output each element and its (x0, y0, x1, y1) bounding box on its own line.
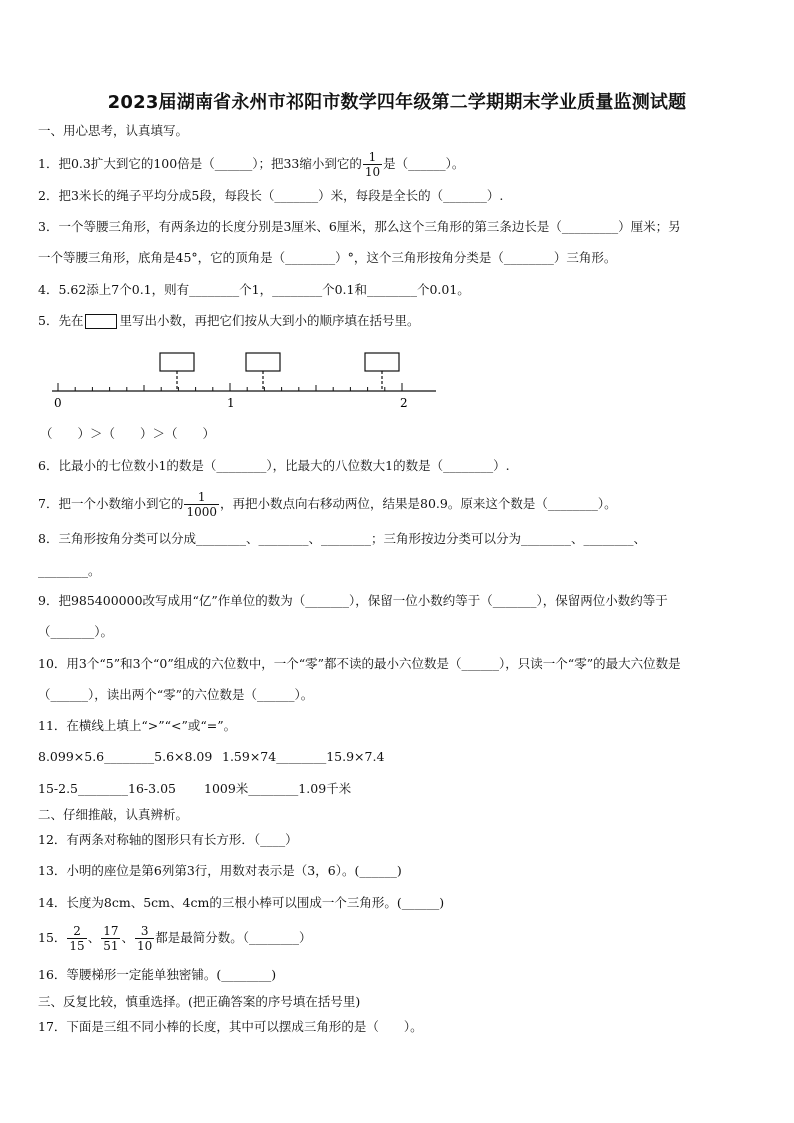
question-8-line-2: ________。 (38, 563, 101, 578)
fraction-1-1000 (184, 490, 219, 519)
question-7-text-a: 7．把一个小数缩小到它的 (38, 496, 184, 511)
page-title: 2023届湖南省永州市祁阳市数学四年级第二学期期末学业质量监测试题 (107, 92, 687, 113)
question-13: 13．小明的座位是第6列第3行，用数对表示是（3，6）。(______) (38, 863, 402, 878)
question-1-text-b: 是（______）。 (383, 156, 465, 171)
fraction-denominator: 1000 (186, 505, 218, 519)
question-6: 6．比最小的七位数小1的数是（________），比最大的八位数大1的数是（________）. (38, 458, 510, 473)
fraction-denominator: 51 (103, 939, 119, 953)
section-3-heading: 三、反复比较，慎重选择。(把正确答案的序号填在括号里) (38, 994, 361, 1009)
fraction-denominator: 15 (69, 939, 85, 953)
question-1 (38, 150, 464, 179)
question-15-text: 都是最简分数。（________） (155, 930, 312, 945)
question-9-line-1: 9．把985400000改写成用“亿”作单位的数为（_______），保留一位小数约等于（_______），保留两位小数约等于 (38, 593, 668, 608)
answer-box-icon (85, 314, 117, 329)
fraction-3-10 (135, 924, 154, 953)
separator: 、 (121, 930, 134, 945)
fraction-denominator: 10 (364, 165, 381, 179)
number-line-label-0: 0 (54, 396, 62, 410)
fraction-numerator: 3 (135, 924, 154, 939)
question-3-line-1: 3．一个等腰三角形，有两条边的长度分别是3厘米、6厘米，那么这个三角形的第三条边长是（_________）厘米；另 (38, 219, 681, 234)
fraction-numerator: 1 (363, 150, 382, 165)
question-10-line-1: 10．用3个“5”和3个“0”组成的六位数中，一个“零”都不读的最小六位数是（______），只读一个“零”的最大六位数是 (38, 656, 681, 671)
fraction-2-15 (67, 924, 86, 953)
number-line-ticks (58, 383, 402, 391)
question-11-row-2-b: 1009米________1.09千米 (204, 781, 352, 796)
question-16: 16．等腰梯形一定能单独密铺。(________) (38, 967, 277, 982)
question-11: 11．在横线上填上“>”“<”或“=”。 (38, 718, 237, 733)
question-5-text-a: 5．先在 (38, 313, 84, 328)
fraction-numerator: 17 (103, 924, 119, 938)
question-11-row-2-a: 15-2.5________16-3.05 (38, 781, 176, 796)
question-9-line-2: （_______）。 (38, 624, 114, 639)
number-line-label-1: 1 (227, 396, 235, 410)
question-11-row-1-b: 1.59×74________15.9×7.4 (222, 749, 385, 764)
fraction-numerator: 2 (67, 924, 86, 939)
question-2: 2．把3米长的绳子平均分成5段，每段长（_______）米，每段是全长的（_______）. (38, 188, 504, 203)
question-4: 4．5.62添上7个0.1，则有________个1，________个0.1和________个0.01。 (38, 282, 470, 297)
question-11-row-1-a: 8.099×5.6________5.6×8.09 (38, 749, 213, 764)
number-line-label-2: 2 (400, 396, 408, 410)
question-12: 12．有两条对称轴的图形只有长方形．（____） (38, 832, 298, 847)
question-3-line-2: 一个等腰三角形，底角是45°，它的顶角是（________）°，这个三角形按角分类是（________）三角形。 (38, 250, 617, 265)
question-7 (38, 490, 617, 519)
answer-box-3[interactable] (365, 353, 399, 371)
number-line-diagram (40, 345, 440, 413)
order-answer-line: （ ）＞（ ）＞（ ） (40, 426, 216, 441)
question-10-line-2: （______），读出两个“零”的六位数是（______）。 (38, 687, 314, 702)
question-8-line-1: 8．三角形按角分类可以分成________、________、________；三角形按边分类可以分为________、________、 (38, 531, 646, 546)
fraction-denominator: 10 (137, 939, 153, 953)
answer-box-2[interactable] (246, 353, 280, 371)
question-17: 17．下面是三组不同小棒的长度，其中可以摆成三角形的是（ ）。 (38, 1019, 423, 1034)
question-14: 14．长度为8cm、5cm、4cm的三根小棒可以围成一个三角形。(______) (38, 895, 445, 910)
fraction-numerator: 1 (184, 490, 219, 505)
answer-box-1[interactable] (160, 353, 194, 371)
question-15-number: 15． (38, 930, 67, 945)
question-1-text-a: 1．把0.3扩大到它的100倍是（______）；把33缩小到它的 (38, 156, 362, 171)
question-5 (38, 312, 419, 330)
fraction-1-10 (363, 150, 382, 179)
fraction-17-51 (101, 924, 120, 953)
question-5-text-b: 里写出小数，再把它们按从大到小的顺序填在括号里。 (119, 313, 420, 328)
question-7-text-b: ，再把小数点向右移动两位，结果是80.9。原来这个数是（________）。 (220, 496, 617, 511)
question-15 (38, 924, 312, 953)
section-2-heading: 二、仔细推敲，认真辨析。 (38, 807, 189, 822)
section-1-heading: 一、用心思考，认真填写。 (38, 123, 189, 138)
separator: 、 (87, 930, 101, 945)
